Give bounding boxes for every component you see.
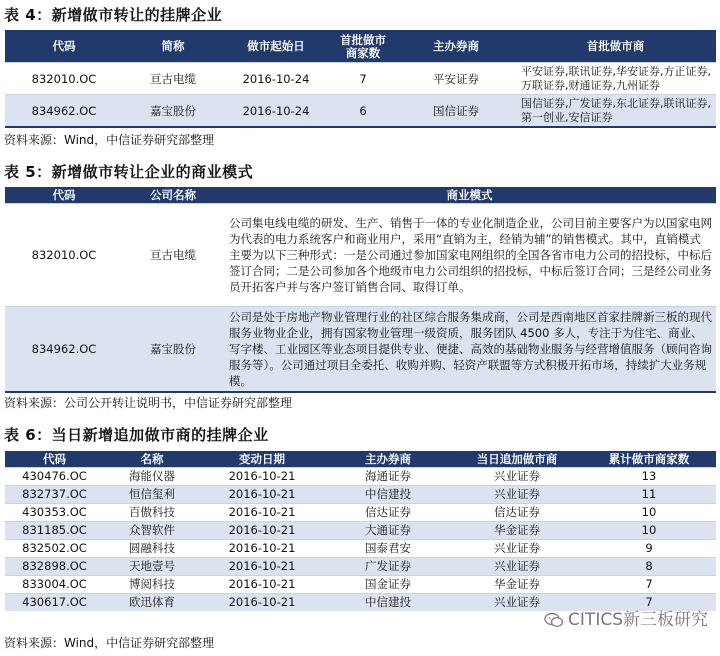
cell: 中信建投 (324, 486, 452, 504)
cell: 2016-10-21 (200, 540, 324, 558)
cell: 兴业证券 (452, 468, 582, 486)
table6-header-name: 名称 (104, 452, 200, 468)
watermark (544, 605, 708, 630)
cell: 嘉宝股份 (123, 307, 223, 393)
cell: 6 (329, 95, 397, 128)
cell: 信达证券 (452, 504, 582, 522)
table6-header-added-maker: 当日追加做市商 (452, 452, 582, 468)
cell: 832010.OC (5, 63, 123, 95)
cell: 9 (582, 540, 716, 558)
table4-header-code: 代码 (5, 31, 123, 63)
table5-source: 资料来源：公司公开转让说明书，中信证券研究部整理 (4, 396, 293, 410)
cell: 430353.OC (5, 504, 104, 522)
table4-header-market-makers: 首批做市商 (515, 31, 716, 63)
table4-header-start-date: 做市起始日 (223, 31, 329, 63)
table-row (5, 540, 716, 558)
cell: 10 (582, 522, 716, 540)
table-row (5, 504, 716, 522)
cell: 7 (582, 594, 716, 612)
cell: 2016-10-21 (200, 576, 324, 594)
table5-header-company: 公司名称 (123, 188, 223, 204)
table-row (5, 486, 716, 504)
cell: 众智软件 (104, 522, 200, 540)
table6-title: 表 6：当日新增追加做市商的挂牌企业 (4, 426, 269, 444)
cell: 欧迅体育 (104, 594, 200, 612)
watermark-text: CITICS新三板研究 (568, 610, 708, 630)
cell: 10 (582, 504, 716, 522)
cell: 2016-10-21 (200, 468, 324, 486)
table6-header-sponsor: 主办券商 (324, 452, 452, 468)
table5-header-business-model: 商业模式 (223, 188, 716, 204)
table6 (5, 451, 716, 611)
cell: 天地壹号 (104, 558, 200, 576)
table-row (5, 63, 716, 95)
cell: 8 (582, 558, 716, 576)
cell: 国金证券 (324, 576, 452, 594)
cell: 亘古电缆 (123, 63, 223, 95)
cell: 430476.OC (5, 468, 104, 486)
table5 (5, 187, 716, 393)
cell: 国信证券,广发证券,东北证券,联讯证券,第一创业,安信证券 (515, 95, 716, 128)
cell: 13 (582, 468, 716, 486)
cell: 国信证券 (397, 95, 515, 128)
table4-source: 资料来源：Wind，中信证券研究部整理 (4, 133, 215, 147)
cell: 海通证券 (324, 468, 452, 486)
cell: 2016-10-21 (200, 558, 324, 576)
cell: 430617.OC (5, 594, 104, 612)
table-row (5, 95, 716, 128)
cell: 2016-10-21 (200, 504, 324, 522)
cell: 国泰君安 (324, 540, 452, 558)
cell: 公司集电线电缆的研发、生产、销售于一体的专业化制造企业，公司目前主要客户为以国家电网为代表的电力系统客户和商业用户，采用“直销为主，经销为辅”的销售模式。其中，直销模式主要为以下三种形式：一是公司通过参加国家电网组织的全国各省市电力公司的招投标，中标后签订合同；二是公司参加各个地级市电力公司组织的招投标，中标后签订合同；三是经公司业务员开拓客户并与客户签订销售合同、取得订单。 (223, 204, 716, 307)
table4-header-count: 首批做市商家数 (329, 31, 397, 63)
cell: 2016-10-21 (200, 594, 324, 612)
cell: 兴业证券 (452, 594, 582, 612)
cell: 兴业证券 (452, 486, 582, 504)
cell: 831185.OC (5, 522, 104, 540)
cell: 兴业证券 (452, 558, 582, 576)
table5-title: 表 5：新增做市转让企业的商业模式 (4, 163, 254, 181)
cell: 华金证券 (452, 522, 582, 540)
cell: 2016-10-21 (200, 522, 324, 540)
cell: 平安证券 (397, 63, 515, 95)
cell: 2016-10-24 (223, 63, 329, 95)
cell: 嘉宝股份 (123, 95, 223, 128)
cell: 832010.OC (5, 204, 123, 307)
cell: 华金证券 (452, 576, 582, 594)
cell: 大通证券 (324, 522, 452, 540)
cell: 恒信玺利 (104, 486, 200, 504)
cell: 834962.OC (5, 95, 123, 128)
table5-header-code: 代码 (5, 188, 123, 204)
cell: 平安证券,联讯证券,华安证券,方正证券,万联证券,财通证券,九州证券 (515, 63, 716, 95)
table-row (5, 468, 716, 486)
cell: 亘古电缆 (123, 204, 223, 307)
table4-header-name: 简称 (123, 31, 223, 63)
table4-header-sponsor: 主办券商 (397, 31, 515, 63)
table6-header-total-makers: 累计做市商家数 (582, 452, 716, 468)
cell: 2016-10-24 (223, 95, 329, 128)
cell: 833004.OC (5, 576, 104, 594)
cell: 11 (582, 486, 716, 504)
table-row (5, 307, 716, 393)
cell: 海能仪器 (104, 468, 200, 486)
table-row (5, 558, 716, 576)
table4 (5, 30, 716, 128)
cell: 兴业证券 (452, 540, 582, 558)
table6-header-code: 代码 (5, 452, 104, 468)
table4-title: 表 4：新增做市转让的挂牌企业 (4, 6, 223, 24)
table-row (5, 204, 716, 307)
cell: 7 (329, 63, 397, 95)
cell: 834962.OC (5, 307, 123, 393)
cell: 832502.OC (5, 540, 104, 558)
cell: 公司是处于房地产物业管理行业的社区综合服务集成商，公司是西南地区首家挂牌新三板的现代服务业物业企业，拥有国家物业管理一级资质，服务团队 4500 多人，专注于为住宅、商业、写字楼、工业园区等业态项目提供专业、便捷、高效的基础物业服务与经营增值服务（顾问咨询服务等）。公司通过项目全委托、收购并购、轻资产联盟等方式积极开拓市场，持续扩大业务规模。 (223, 307, 716, 393)
cell: 7 (582, 576, 716, 594)
cell: 中信建投 (324, 594, 452, 612)
table-row (5, 576, 716, 594)
cell: 广发证券 (324, 558, 452, 576)
wechat-icon (544, 612, 564, 628)
cell: 博阅科技 (104, 576, 200, 594)
table-row (5, 522, 716, 540)
cell: 2016-10-21 (200, 486, 324, 504)
cell: 圆融科技 (104, 540, 200, 558)
cell: 832898.OC (5, 558, 104, 576)
cell: 百傲科技 (104, 504, 200, 522)
cell: 信达证券 (324, 504, 452, 522)
cell: 832737.OC (5, 486, 104, 504)
table6-source: 资料来源：Wind，中信证券研究部整理 (4, 636, 215, 650)
table6-header-change-date: 变动日期 (200, 452, 324, 468)
